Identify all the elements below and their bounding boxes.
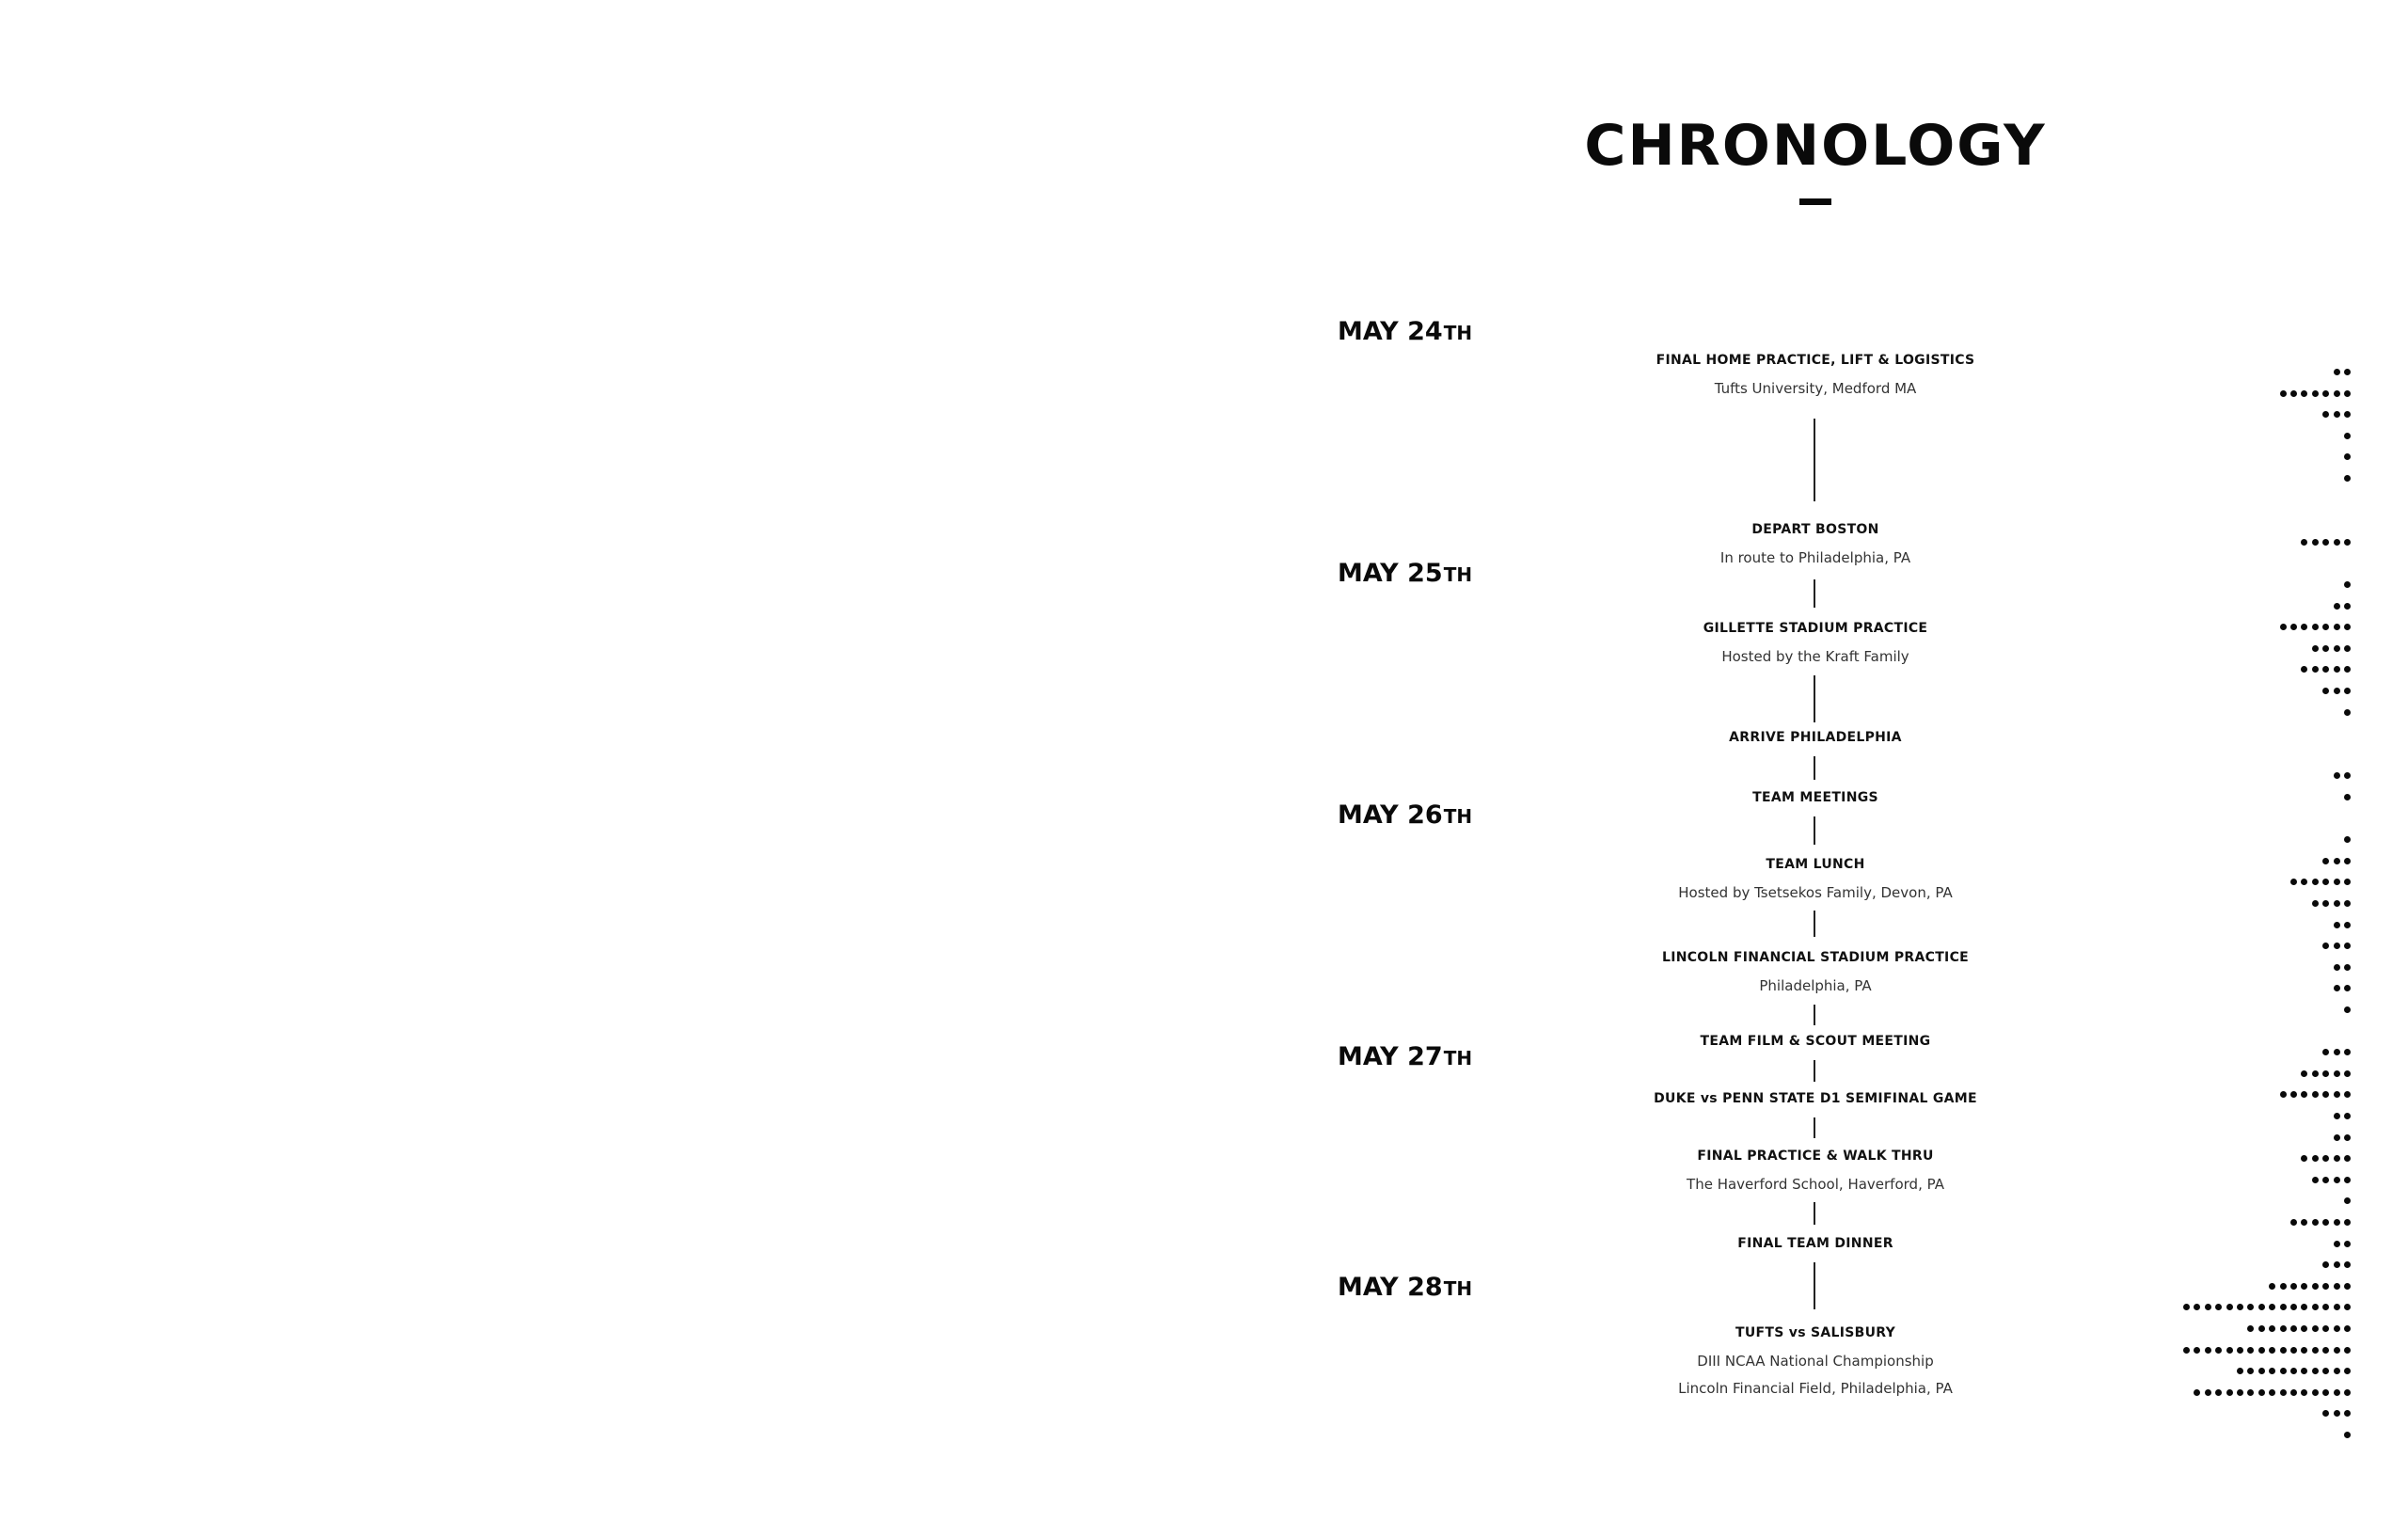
dot [2334, 390, 2340, 397]
dot [2344, 390, 2351, 397]
dot [2344, 709, 2351, 716]
dot [2334, 1283, 2340, 1290]
date-day: MAY 24 [1338, 317, 1443, 346]
dot [2344, 1261, 2351, 1268]
dot [2322, 879, 2329, 885]
dot [2322, 1347, 2329, 1354]
date-may-27 [1338, 1042, 1472, 1071]
dot [2312, 1177, 2319, 1183]
dot [2215, 1389, 2222, 1396]
dot [2344, 964, 2351, 971]
dot [2334, 879, 2340, 885]
dot [2290, 390, 2297, 397]
timeline-connector [1814, 756, 1815, 780]
dot [2280, 1389, 2287, 1396]
date-suffix: TH [1443, 322, 1473, 344]
event-title: DUKE vs PENN STATE D1 SEMIFINAL GAME [1654, 1091, 1977, 1106]
dot [2312, 879, 2319, 885]
title-dash [1799, 198, 1831, 205]
dot [2322, 1177, 2329, 1183]
dot [2322, 688, 2329, 694]
dot [2334, 1325, 2340, 1332]
dot [2322, 1219, 2329, 1226]
dot [2280, 1283, 2287, 1290]
dot [2334, 1070, 2340, 1077]
dot [2334, 624, 2340, 630]
dot [2334, 1113, 2340, 1119]
event-title: FINAL HOME PRACTICE, LIFT & LOGISTICS [1656, 353, 1975, 368]
event-subtitle: DIII NCAA National Championship [1697, 1353, 1934, 1370]
dot [2301, 1389, 2307, 1396]
event-subtitle: Hosted by Tsetsekos Family, Devon, PA [1678, 884, 1953, 901]
dot [2334, 1368, 2340, 1374]
dot [2269, 1368, 2275, 1374]
dot [2312, 645, 2319, 652]
event-subtitle: Philadelphia, PA [1759, 977, 1872, 994]
dot [2312, 666, 2319, 673]
date-day: MAY 25 [1338, 559, 1443, 588]
dot [2312, 1283, 2319, 1290]
date-day: MAY 27 [1338, 1042, 1443, 1071]
dot [2322, 1410, 2329, 1417]
dot [2344, 453, 2351, 460]
dot [2205, 1304, 2211, 1310]
dot [2269, 1283, 2275, 1290]
dot [2322, 390, 2329, 397]
dot [2215, 1304, 2222, 1310]
dot [2237, 1389, 2243, 1396]
date-suffix: TH [1443, 563, 1473, 586]
dot [2334, 1049, 2340, 1055]
dot [2344, 1134, 2351, 1141]
dot [2344, 369, 2351, 375]
dot [2301, 1368, 2307, 1374]
dot [2322, 1368, 2329, 1374]
event-subtitle: Lincoln Financial Field, Philadelphia, PA [1678, 1380, 1953, 1397]
dot [2344, 1325, 2351, 1332]
dot [2301, 666, 2307, 673]
dot [2290, 879, 2297, 885]
dot [2312, 1091, 2319, 1098]
dot [2334, 688, 2340, 694]
dot [2334, 1261, 2340, 1268]
dot [2344, 1006, 2351, 1013]
dot [2290, 1219, 2297, 1226]
dot [2344, 836, 2351, 843]
timeline-connector [1814, 675, 1815, 722]
dot [2205, 1347, 2211, 1354]
dot [2334, 539, 2340, 546]
dot [2301, 1325, 2307, 1332]
dot [2344, 900, 2351, 907]
dot [2247, 1304, 2254, 1310]
date-suffix: TH [1443, 805, 1473, 828]
timeline-connector [1814, 1262, 1815, 1309]
dot [2344, 943, 2351, 949]
timeline-connector [1814, 1117, 1815, 1138]
dot [2301, 1070, 2307, 1077]
dot [2258, 1368, 2265, 1374]
dot [2237, 1347, 2243, 1354]
event-subtitle: The Haverford School, Haverford, PA [1687, 1176, 1944, 1193]
dot [2334, 964, 2340, 971]
dot [2280, 1304, 2287, 1310]
dot [2301, 1155, 2307, 1162]
dot [2344, 433, 2351, 439]
date-suffix: TH [1443, 1277, 1473, 1300]
dot [2290, 1304, 2297, 1310]
dot [2322, 943, 2329, 949]
dot [2334, 603, 2340, 610]
dot [2290, 1325, 2297, 1332]
dot [2322, 645, 2329, 652]
dot [2322, 1070, 2329, 1077]
dot [2312, 1304, 2319, 1310]
dot [2344, 1219, 2351, 1226]
dot [2312, 390, 2319, 397]
dot [2312, 539, 2319, 546]
dot [2194, 1389, 2200, 1396]
dot [2301, 624, 2307, 630]
dot [2334, 1389, 2340, 1396]
event-subtitle: Tufts University, Medford MA [1714, 380, 1917, 397]
dot [2344, 772, 2351, 779]
dot [2344, 539, 2351, 546]
dot [2301, 1219, 2307, 1226]
dot [2334, 1347, 2340, 1354]
dot [2344, 645, 2351, 652]
dot [2344, 1177, 2351, 1183]
dot [2183, 1304, 2190, 1310]
dot [2237, 1368, 2243, 1374]
dot [2280, 1325, 2287, 1332]
timeline-connector [1814, 579, 1815, 608]
dot [2334, 1304, 2340, 1310]
dot [2312, 1368, 2319, 1374]
dot [2301, 879, 2307, 885]
dot [2290, 1347, 2297, 1354]
dot [2301, 1304, 2307, 1310]
dot [2312, 1389, 2319, 1396]
timeline-connector [1814, 1202, 1815, 1225]
dot [2344, 624, 2351, 630]
dot [2334, 1134, 2340, 1141]
date-may-26 [1338, 800, 1472, 830]
dot [2258, 1347, 2265, 1354]
date-day: MAY 26 [1338, 800, 1443, 830]
dot [2301, 390, 2307, 397]
dot [2334, 1155, 2340, 1162]
dot [2322, 1049, 2329, 1055]
dot [2226, 1347, 2233, 1354]
dot [2301, 1283, 2307, 1290]
dot [2194, 1304, 2200, 1310]
dot [2280, 1091, 2287, 1098]
dot [2344, 1389, 2351, 1396]
dot [2258, 1304, 2265, 1310]
dot [2334, 1241, 2340, 1247]
dot [2247, 1389, 2254, 1396]
dot [2290, 1368, 2297, 1374]
dot [2269, 1325, 2275, 1332]
dot [2322, 1283, 2329, 1290]
dot [2280, 390, 2287, 397]
dot [2344, 1113, 2351, 1119]
dot [2334, 922, 2340, 928]
dot [2312, 1070, 2319, 1077]
dot [2322, 858, 2329, 864]
dot [2344, 1368, 2351, 1374]
dot [2344, 1432, 2351, 1438]
dot [2290, 1283, 2297, 1290]
dot [2334, 666, 2340, 673]
dot [2205, 1389, 2211, 1396]
dot [2290, 1389, 2297, 1396]
dot [2344, 1049, 2351, 1055]
dot [2322, 900, 2329, 907]
dot [2334, 645, 2340, 652]
dot [2322, 1261, 2329, 1268]
dot [2344, 688, 2351, 694]
event-title: FINAL PRACTICE & WALK THRU [1697, 1149, 1934, 1164]
timeline-connector [1814, 1060, 1815, 1082]
dot [2226, 1304, 2233, 1310]
event-title: ARRIVE PHILADELPHIA [1729, 730, 1902, 745]
dot [2301, 1347, 2307, 1354]
dot [2344, 1070, 2351, 1077]
dot [2312, 1155, 2319, 1162]
event-title: TUFTS vs SALISBURY [1735, 1325, 1896, 1340]
dot [2322, 1304, 2329, 1310]
dot [2344, 666, 2351, 673]
dot [2344, 922, 2351, 928]
dot [2215, 1347, 2222, 1354]
dot [2334, 858, 2340, 864]
dot [2269, 1347, 2275, 1354]
dot [2258, 1389, 2265, 1396]
dot [2334, 985, 2340, 991]
dot [2322, 624, 2329, 630]
dot [2344, 985, 2351, 991]
dot [2344, 1410, 2351, 1417]
dot [2312, 1219, 2319, 1226]
event-title: FINAL TEAM DINNER [1737, 1236, 1893, 1251]
dot [2183, 1347, 2190, 1354]
dot [2269, 1389, 2275, 1396]
event-title: TEAM LUNCH [1766, 857, 1865, 872]
dot [2247, 1325, 2254, 1332]
date-suffix: TH [1443, 1047, 1473, 1069]
dot [2344, 1197, 2351, 1204]
dot [2312, 1325, 2319, 1332]
timeline-connector [1814, 816, 1815, 845]
dot [2344, 411, 2351, 418]
dot [2344, 581, 2351, 588]
dot [2334, 772, 2340, 779]
dot [2290, 1091, 2297, 1098]
timeline-connector [1814, 419, 1815, 501]
dot [2344, 1304, 2351, 1310]
dot [2344, 1241, 2351, 1247]
dot [2280, 624, 2287, 630]
dot [2322, 1325, 2329, 1332]
dot [2334, 943, 2340, 949]
dot [2344, 794, 2351, 800]
dot [2301, 1091, 2307, 1098]
dot [2312, 1347, 2319, 1354]
dot [2312, 624, 2319, 630]
dot [2322, 1389, 2329, 1396]
dot [2334, 1219, 2340, 1226]
dot [2247, 1347, 2254, 1354]
dot [2322, 539, 2329, 546]
dot [2344, 1155, 2351, 1162]
event-subtitle: In route to Philadelphia, PA [1719, 549, 1911, 566]
dot [2237, 1304, 2243, 1310]
dot [2269, 1304, 2275, 1310]
dot [2344, 1091, 2351, 1098]
dot [2258, 1325, 2265, 1332]
dot [2322, 1155, 2329, 1162]
timeline-connector [1814, 911, 1815, 937]
event-title: DEPART BOSTON [1751, 522, 1879, 537]
event-title: GILLETTE STADIUM PRACTICE [1703, 621, 1928, 636]
dot [2344, 603, 2351, 610]
dot [2344, 1347, 2351, 1354]
dot [2344, 858, 2351, 864]
dot [2334, 900, 2340, 907]
dot [2226, 1389, 2233, 1396]
timeline-connector [1814, 1005, 1815, 1025]
chronology-title: CHRONOLOGY [1584, 113, 2047, 179]
event-title: TEAM FILM & SCOUT MEETING [1700, 1034, 1931, 1049]
dot [2322, 1091, 2329, 1098]
dot [2344, 1283, 2351, 1290]
dot [2290, 624, 2297, 630]
dot [2280, 1347, 2287, 1354]
dot [2301, 539, 2307, 546]
dot [2334, 1091, 2340, 1098]
dot [2322, 666, 2329, 673]
dot [2344, 475, 2351, 482]
dot [2280, 1368, 2287, 1374]
date-may-28 [1338, 1273, 1472, 1302]
event-title: TEAM MEETINGS [1752, 790, 1878, 805]
dot [2247, 1368, 2254, 1374]
dot [2334, 1177, 2340, 1183]
date-may-24 [1338, 317, 1472, 346]
dot [2194, 1347, 2200, 1354]
event-subtitle: Hosted by the Kraft Family [1721, 648, 1909, 665]
dot [2334, 411, 2340, 418]
dot [2344, 879, 2351, 885]
dot [2312, 900, 2319, 907]
dot [2334, 1410, 2340, 1417]
event-title: LINCOLN FINANCIAL STADIUM PRACTICE [1661, 950, 1970, 965]
dot [2334, 369, 2340, 375]
date-day: MAY 28 [1338, 1273, 1443, 1302]
date-may-25 [1338, 559, 1472, 588]
dot [2322, 411, 2329, 418]
